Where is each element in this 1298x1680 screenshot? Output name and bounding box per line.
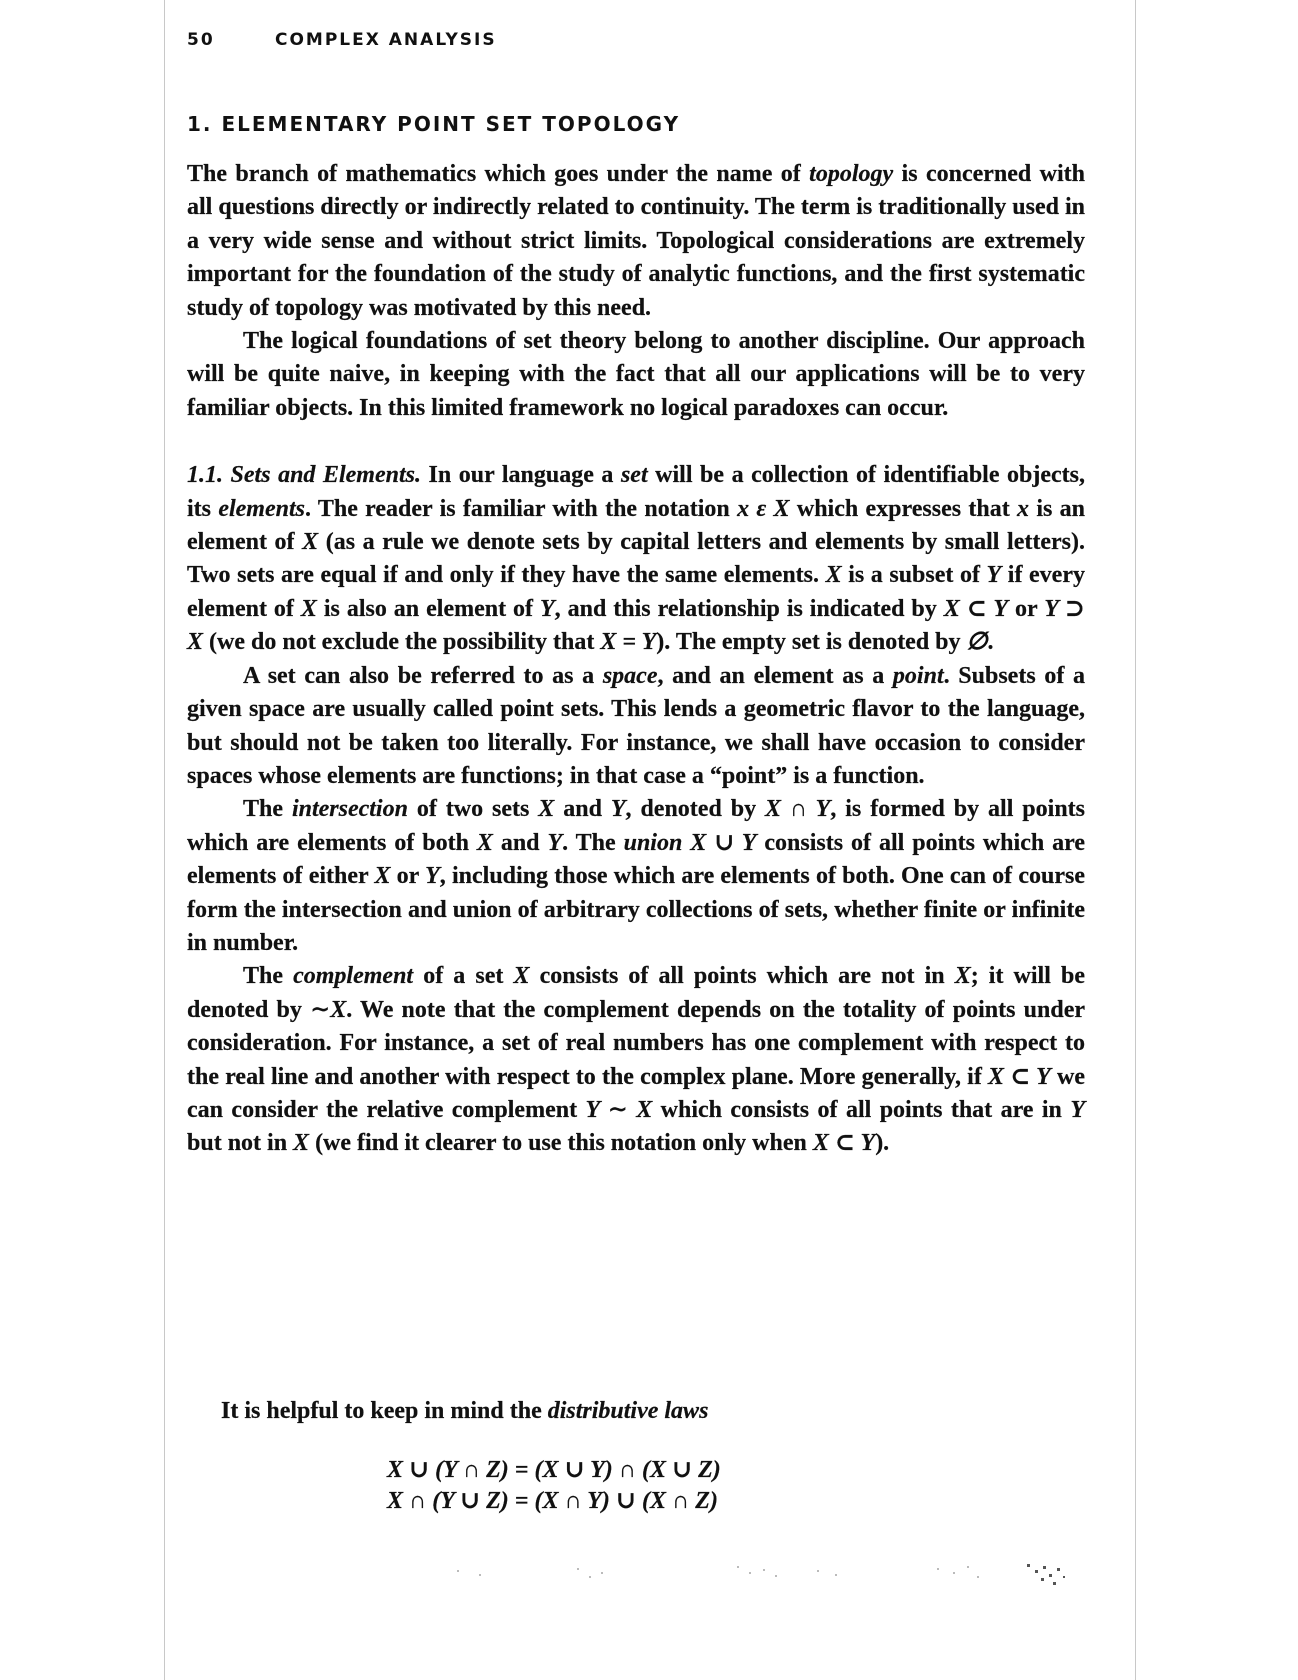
running-head xyxy=(187,30,497,50)
paragraph-6: The complement of a set X consists of all points which are not in X; it will be denoted by ∼X. We note that the complement depends on the totality of points under consideration. For instance, a set of real numbers has one complement with respect to the real line and another with respect to the complex plane. More generally, if X ⊂ Y we can consider the relative complement Y ∼ X which consists of all points that are in Y but not in X (we find it clearer to use this notation only when X ⊂ Y). xyxy=(187,963,1086,1157)
paragraph-1: The branch of mathematics which goes under the name of topology is concerned with all questions directly or indirectly related to continuity. The term is traditionally used in a very wide sense and without strict limits. Topological considerations are extremely important for the foundation of the study of analytic functions, and the first systematic study of topology was motivated by this need. xyxy=(187,161,1085,321)
body-text xyxy=(187,158,1085,1161)
section-title: 1. ELEMENTARY POINT SET TOPOLOGY xyxy=(187,112,681,136)
page-number: 50 xyxy=(187,30,215,50)
paragraph-3: 1.1. Sets and Elements. In our language a set will be a collection of identifiable objects, its elements. The reader is familiar with the notation x ε X which expresses that x is an element of X (as a rule we denote sets by capital letters and elements by small letters). Two sets are equal if and only if they have the same elements. X is a subset of Y if every element of X is also an element of Y, and this relationship is indicated by X ⊂ Y or Y ⊃ X (we do not exclude the possibility that X = Y). The empty set is denoted by ∅. xyxy=(187,462,1086,656)
distributive-law-formula-1: X ∪ (Y ∩ Z) = (X ∪ Y) ∩ (X ∪ Z) xyxy=(387,1457,721,1483)
paragraph-2: The logical foundations of set theory belong to another discipline. Our approach will be quite naive, in keeping with the fact that all our applications will be to very familiar objects. In this limited framework no logical paradoxes can occur. xyxy=(187,328,1085,421)
scan-noise-decoration xyxy=(457,1560,1087,1600)
paragraph-4: A set can also be referred to as a space, and an element as a point. Subsets of a given space are usually called point sets. This lends a geometric flavor to the language, but should not be taken too literally. For instance, we shall have occasion to consider spaces whose elements are functions; in that case a “point” is a function. xyxy=(187,662,1086,789)
book-page xyxy=(164,0,1136,1680)
distributive-laws-intro: It is helpful to keep in mind the distributive laws xyxy=(221,1398,709,1424)
chapter-title: COMPLEX ANALYSIS xyxy=(275,30,497,50)
paragraph-5: The intersection of two sets X and Y, denoted by X ∩ Y, is formed by all points which are elements of both X and Y. The union X ∪ Y consists of all points which are elements of either X or Y, including those which are elements of both. One can of course form the intersection and union of arbitrary collections of sets, whether finite or infinite in number. xyxy=(187,796,1086,956)
distributive-law-formula-2: X ∩ (Y ∪ Z) = (X ∩ Y) ∪ (X ∩ Z) xyxy=(387,1488,718,1514)
subsection-heading: 1.1. Sets and Elements. xyxy=(187,462,421,489)
